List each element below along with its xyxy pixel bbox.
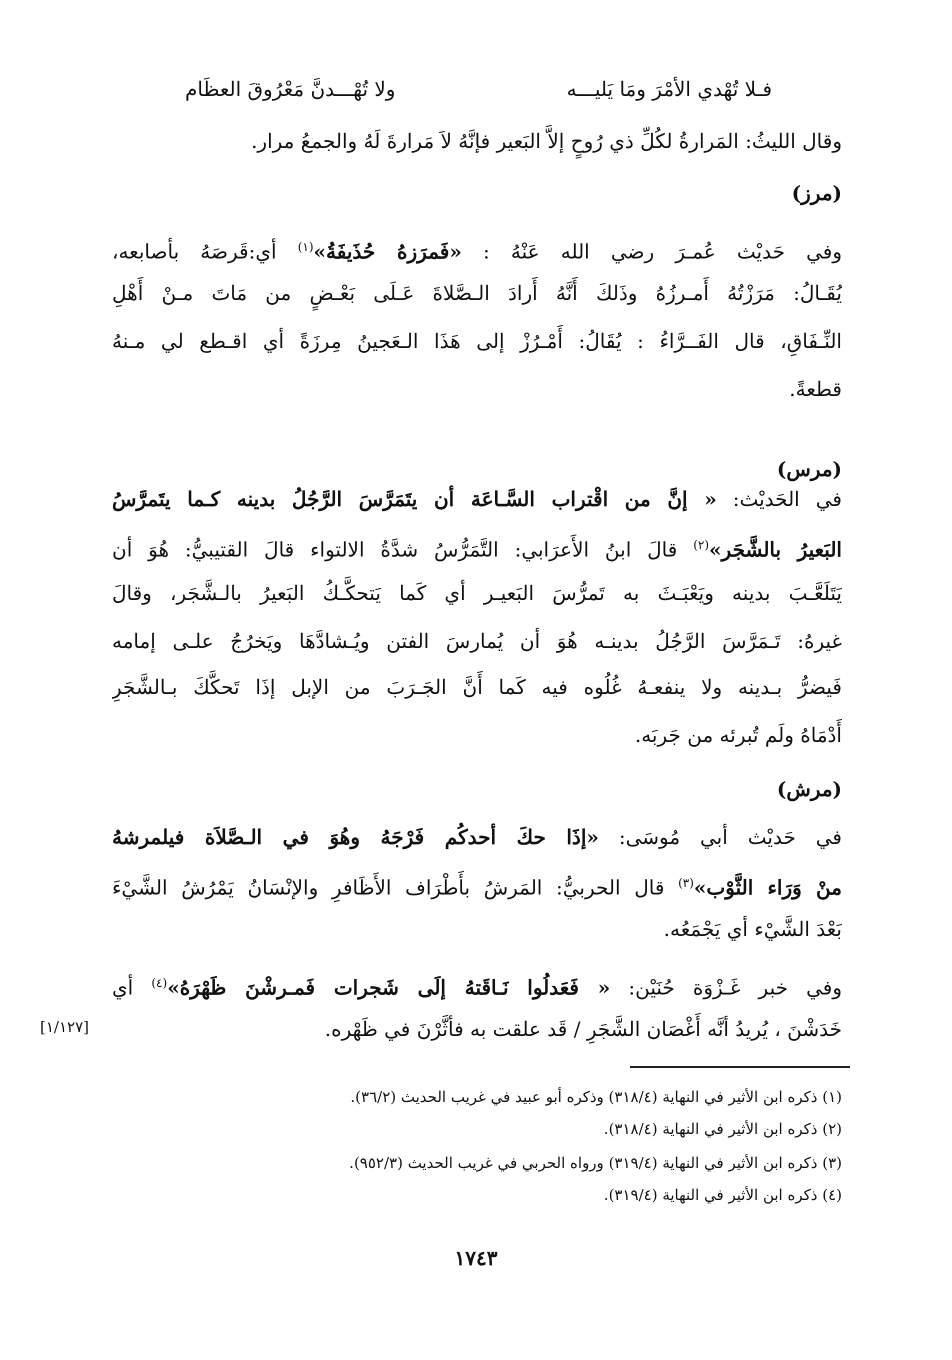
section-heading-marsh: (مرش) xyxy=(776,777,842,801)
footnote-ref: (٤) xyxy=(151,976,168,990)
body-line: يَتَلَعَّـبَ بدينه ويَعْبَـثَ به تَمرُّسَ البَعيـر أي كَما يَتحكَّـكُ البَعيرُ بالـشَّجَر، وقالَ xyxy=(112,581,842,605)
footnote-ref: (٢) xyxy=(693,538,710,552)
footnote: (١) ذكره ابن الأثير في النهاية (٣١٨/٤) وذكره أبو عبيد في غريب الحديث (٣٦/٢). xyxy=(350,1088,842,1106)
page-number: ١٧٤٣ xyxy=(454,1246,498,1270)
body-line: قطعةً. xyxy=(789,377,842,401)
footnote: (٢) ذكره ابن الأثير في النهاية (٣١٨/٤). xyxy=(603,1120,842,1138)
body-line: وفي حَديْث عُمـرَ رضي الله عَنْهُ : «فَمرَزهُ حُذَيفَةُ»$^{(١)}$ أي:قَرصَهُ بأصابعه، xyxy=(112,239,842,264)
body-line: بَعْدَ الشَّيْء أي يَجْمَعُه. xyxy=(663,917,842,941)
body-line: في حَديْث أبي مُوسَى: «إذَا حكَ أحدكُم فَرْجَهُ وهُوَ في الـصَّلاَة فيلمرشهُ xyxy=(112,825,842,849)
section-heading-mars: (مرس) xyxy=(776,457,842,481)
body-line: منْ وَرَاء الثَّوْب»$^{(٣)}$ قال الحربيُّ: المَرشُ بأَطْرَاف الأَظَافرِ والإنْسَانُ يَمْرُشُ الشَّيْءَ xyxy=(112,875,842,900)
body-line: البَعيرُ بالشَّجَر»$^{(٢)}$ قالَ ابنُ الأَعرَابي: التَّمَرُّسُ شدَّةُ الالتواء قالَ القتيبيُّ: هُوَ أن xyxy=(112,537,842,562)
body-line: أَدْمَاهُ ولَم تُبرئه من جَربَه. xyxy=(634,723,842,747)
body-line: وفي خبر غَـزْوَة حُنَيْن: « فَعَدلُوا نَـاقَتهُ إلَى شَجرات فَمـرشْنَ ظَهْرَهُ»$^{(٤)}$ أي xyxy=(112,975,842,1000)
body-line: في الحَديْث: « إنَّ من اقْتراب السَّـاعَة أن يتَمَرَّسَ الرَّجُلُ بدينه كـما يتَمرَّسُ xyxy=(112,487,842,511)
body-line: يُقَـالُ: مَرَزْتُهُ أَمـرزُهُ وذَلكَ أَنَّهُ أَرادَ الـصَّلاةَ عَـلَى بَعْـضٍ من مَاتَ مـنْ أَهْلِ xyxy=(112,281,842,305)
verse-second-hemistich: ولا تُهْـــدنَّ مَعْرُوقَ العظَام xyxy=(185,77,396,101)
footnote-ref: (٣) xyxy=(678,876,694,890)
body-line: خَدَشْنَ ، يُريدُ أنَّه أَغْصَان الشَّجَرِ / قَد علقت به فأثَّرْنَ في ظَهْره. xyxy=(324,1017,842,1041)
verse-first-hemistich: فـلا تُهْدي الأمْرَ ومَا يَليـــه xyxy=(566,77,772,101)
margin-reference: [١/١٢٧] xyxy=(40,1018,89,1036)
section-heading-marz: (مرز) xyxy=(791,181,842,205)
footnote: (٣) ذكره ابن الأثير في النهاية (٣١٩/٤) ورواه الحربي في غريب الحديث (٩٥٢/٣). xyxy=(349,1154,842,1172)
intro-line: وقال الليثُ: المَرارةُ لكُلِّ ذي رُوحٍ إلاَّ البَعير فإنَّهُ لاَ مَرارةَ لَهُ والجمعُ مرار. xyxy=(251,129,842,153)
body-line: غيرهُ: تَـمَرَّسَ الرَّجُلُ بدينـه هُوَ أن يُمارسَ الفتن ويُـشادَّهَا ويَخرُجُ علـى إمامه xyxy=(112,629,842,653)
body-line: فَيضرُّ بـدينه ولا ينفعـهُ غُلُوه فيه كَما أَنَّ الجَـرَبَ من الإبل إذَا تَحكَّكَ بـالشَّجَرِ xyxy=(112,675,842,699)
footnote: (٤) ذكره ابن الأثير في النهاية (٣١٩/٤). xyxy=(603,1186,842,1204)
footnote-divider xyxy=(630,1066,850,1068)
body-line: النِّـفَاقِ، قال الفَــرَّاءُ : يُقَالُ: أَمْـرُزْ إلى هَذَا الـعَجينُ مِرزَةً أي اقـطع لي مـنهُ xyxy=(112,329,842,353)
footnote-ref: (١) xyxy=(297,240,314,254)
